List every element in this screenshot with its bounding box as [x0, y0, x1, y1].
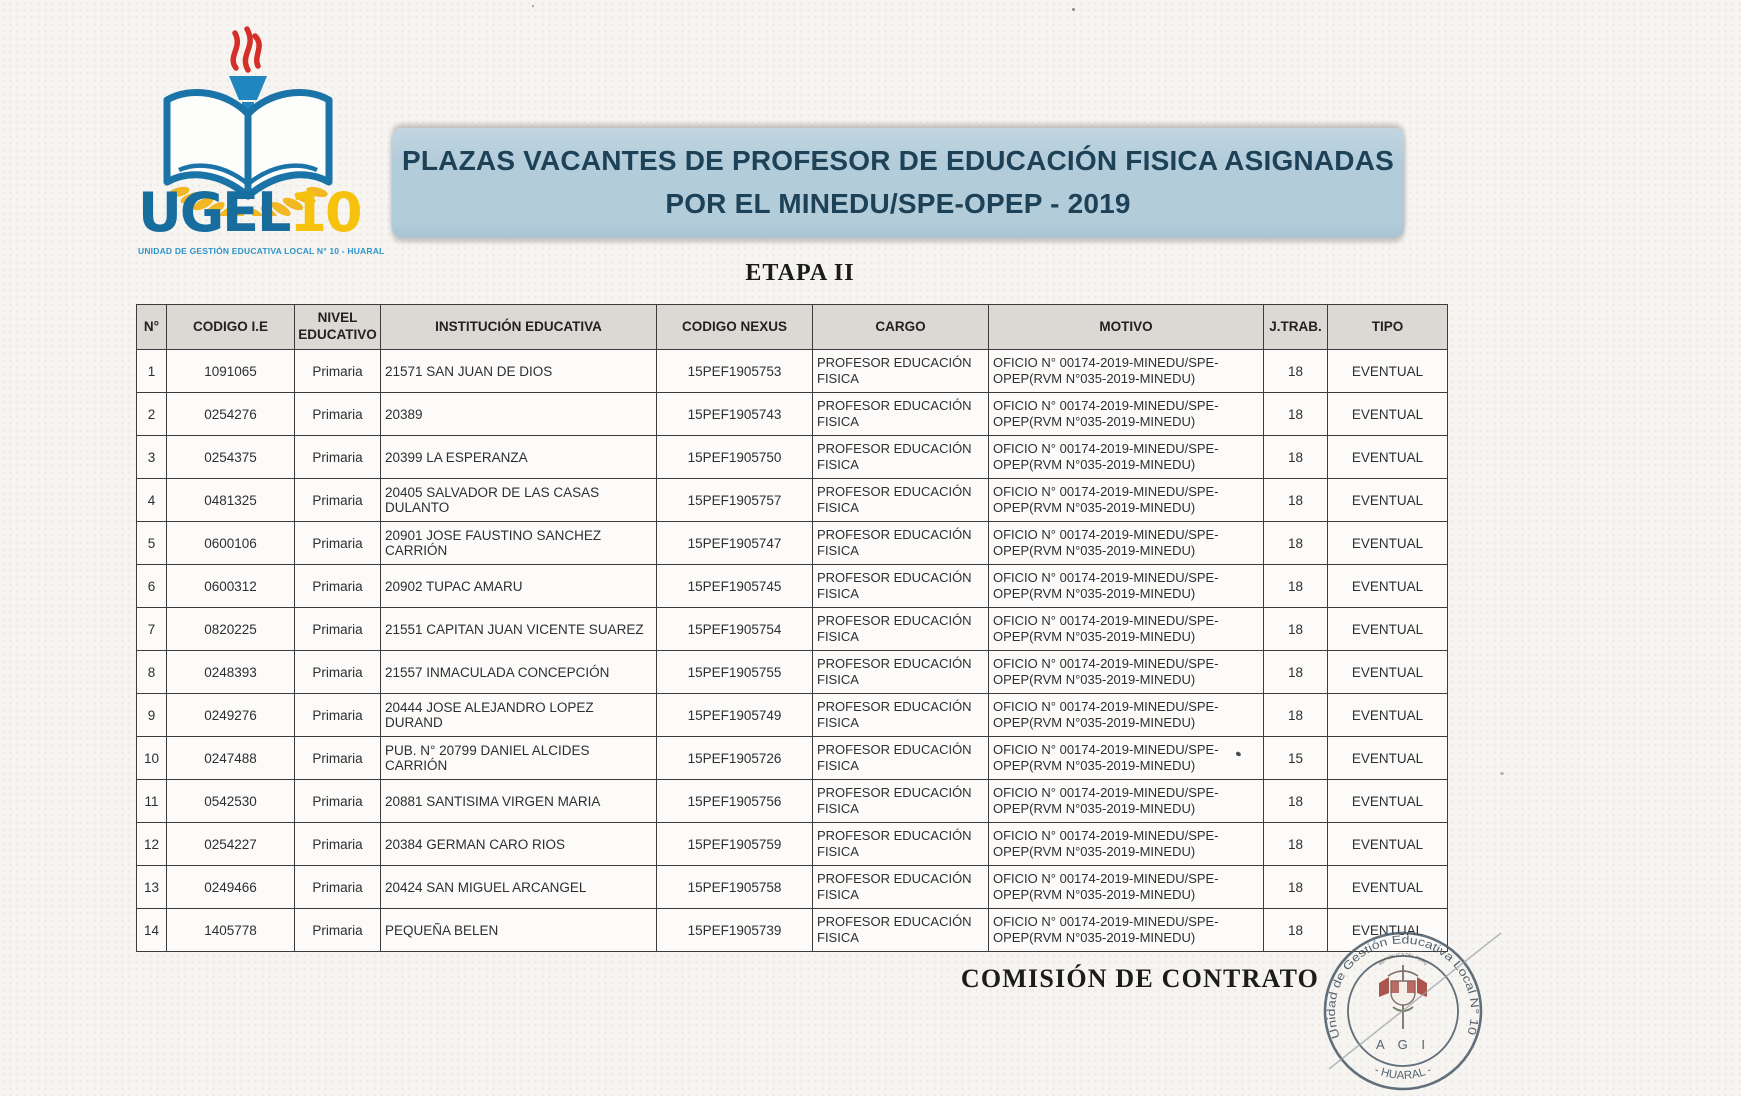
cell-nivel: Primaria — [295, 479, 381, 522]
cell-motivo: OFICIO N° 00174-2019-MINEDU/SPE- OPEP(RVM N°035-2019-MINEDU) — [989, 608, 1264, 651]
cell-numero: 4 — [137, 479, 167, 522]
stage-heading: ETAPA II — [745, 260, 855, 286]
cell-codigo-nexus: 15PEF1905757 — [657, 479, 813, 522]
scan-speck — [1500, 772, 1504, 775]
vacancies-table — [136, 304, 1448, 952]
cell-numero: 1 — [137, 350, 167, 393]
cell-jtrab: 15 — [1264, 737, 1328, 780]
cell-tipo: EVENTUAL — [1328, 823, 1448, 866]
cell-motivo: OFICIO N° 00174-2019-MINEDU/SPE- OPEP(RVM N°035-2019-MINEDU) — [989, 694, 1264, 737]
cell-codigo-ie: 0820225 — [167, 608, 295, 651]
table-row — [137, 565, 1448, 608]
cell-nivel: Primaria — [295, 393, 381, 436]
cell-nivel: Primaria — [295, 565, 381, 608]
cell-codigo-nexus: 15PEF1905743 — [657, 393, 813, 436]
cell-institucion: 21557 INMACULADA CONCEPCIÓN — [381, 651, 657, 694]
commission-heading: COMISIÓN DE CONTRATO — [960, 964, 1320, 993]
scan-speck — [1072, 8, 1075, 11]
cell-tipo: EVENTUAL — [1328, 909, 1448, 952]
header-jtrab: J.TRAB. — [1264, 305, 1328, 350]
cell-tipo: EVENTUAL — [1328, 694, 1448, 737]
table-row — [137, 694, 1448, 737]
cell-tipo: EVENTUAL — [1328, 522, 1448, 565]
cell-motivo: OFICIO N° 00174-2019-MINEDU/SPE- OPEP(RVM N°035-2019-MINEDU) — [989, 565, 1264, 608]
cell-jtrab: 18 — [1264, 436, 1328, 479]
cell-codigo-nexus: 15PEF1905758 — [657, 866, 813, 909]
cell-tipo: EVENTUAL — [1328, 350, 1448, 393]
cell-cargo: PROFESOR EDUCACIÓN FISICA — [813, 565, 989, 608]
table-row — [137, 866, 1448, 909]
cell-tipo: EVENTUAL — [1328, 780, 1448, 823]
cell-nivel: Primaria — [295, 780, 381, 823]
cell-numero: 11 — [137, 780, 167, 823]
cell-numero: 10 — [137, 737, 167, 780]
cell-numero: 2 — [137, 393, 167, 436]
cell-codigo-ie: 0254276 — [167, 393, 295, 436]
cell-nivel: Primaria — [295, 909, 381, 952]
cell-tipo: EVENTUAL — [1328, 651, 1448, 694]
header-numero: N° — [137, 305, 167, 350]
cell-nivel: Primaria — [295, 737, 381, 780]
ugel-logo — [138, 26, 385, 256]
cell-cargo: PROFESOR EDUCACIÓN FISICA — [813, 522, 989, 565]
cell-codigo-nexus: 15PEF1905749 — [657, 694, 813, 737]
cell-codigo-ie: 1405778 — [167, 909, 295, 952]
cell-codigo-ie: 0600312 — [167, 565, 295, 608]
header-nivel-educativo: NIVEL EDUCATIVO — [295, 305, 381, 350]
cell-nivel: Primaria — [295, 436, 381, 479]
cell-numero: 3 — [137, 436, 167, 479]
cell-motivo: OFICIO N° 00174-2019-MINEDU/SPE- OPEP(RVM N°035-2019-MINEDU) — [989, 350, 1264, 393]
cell-tipo: EVENTUAL — [1328, 866, 1448, 909]
cell-jtrab: 18 — [1264, 608, 1328, 651]
table-row — [137, 651, 1448, 694]
header-codigo-ie: CODIGO I.E — [167, 305, 295, 350]
table-row — [137, 608, 1448, 651]
cell-motivo: OFICIO N° 00174-2019-MINEDU/SPE- OPEP(RVM N°035-2019-MINEDU) — [989, 479, 1264, 522]
cell-jtrab: 18 — [1264, 522, 1328, 565]
cell-codigo-ie: 0481325 — [167, 479, 295, 522]
cell-jtrab: 18 — [1264, 651, 1328, 694]
cell-nivel: Primaria — [295, 694, 381, 737]
cell-jtrab: 18 — [1264, 350, 1328, 393]
table-row — [137, 350, 1448, 393]
cell-numero: 12 — [137, 823, 167, 866]
table-row — [137, 909, 1448, 952]
cell-codigo-nexus: 15PEF1905759 — [657, 823, 813, 866]
logo-number: 10 — [289, 181, 361, 244]
cell-codigo-ie: 1091065 — [167, 350, 295, 393]
cell-cargo: PROFESOR EDUCACIÓN FISICA — [813, 780, 989, 823]
cell-numero: 7 — [137, 608, 167, 651]
flame-icon — [233, 29, 259, 70]
cell-cargo: PROFESOR EDUCACIÓN FISICA — [813, 823, 989, 866]
cell-codigo-nexus: 15PEF1905739 — [657, 909, 813, 952]
header-cargo: CARGO — [813, 305, 989, 350]
title-line-1: PLAZAS VACANTES DE PROFESOR DE EDUCACIÓN FISICA ASIGNADAS — [402, 145, 1394, 177]
cell-motivo: OFICIO N° 00174-2019-MINEDU/SPE- OPEP(RVM N°035-2019-MINEDU) — [989, 522, 1264, 565]
stamp-bottom-text: - HUARAL - — [1372, 1064, 1434, 1083]
table-row — [137, 479, 1448, 522]
cell-tipo: EVENTUAL — [1328, 608, 1448, 651]
header-motivo: MOTIVO — [989, 305, 1264, 350]
cell-jtrab: 18 — [1264, 479, 1328, 522]
header-institucion-educativa: INSTITUCIÓN EDUCATIVA — [381, 305, 657, 350]
cell-codigo-nexus: 15PEF1905756 — [657, 780, 813, 823]
cell-motivo: OFICIO N° 00174-2019-MINEDU/SPE- OPEP(RVM N°035-2019-MINEDU) — [989, 909, 1264, 952]
cell-institucion: 20399 LA ESPERANZA — [381, 436, 657, 479]
cell-codigo-nexus: 15PEF1905755 — [657, 651, 813, 694]
cell-numero: 5 — [137, 522, 167, 565]
cell-motivo: OFICIO N° 00174-2019-MINEDU/SPE- OPEP(RVM N°035-2019-MINEDU) — [989, 393, 1264, 436]
cell-motivo: OFICIO N° 00174-2019-MINEDU/SPE- OPEP(RVM N°035-2019-MINEDU) — [989, 436, 1264, 479]
cell-jtrab: 18 — [1264, 393, 1328, 436]
cell-institucion: 20384 GERMAN CARO RIOS — [381, 823, 657, 866]
cell-nivel: Primaria — [295, 651, 381, 694]
cell-nivel: Primaria — [295, 823, 381, 866]
cell-numero: 6 — [137, 565, 167, 608]
cell-cargo: PROFESOR EDUCACIÓN FISICA — [813, 350, 989, 393]
cell-codigo-ie: 0248393 — [167, 651, 295, 694]
scan-speck — [532, 5, 534, 7]
cell-jtrab: 18 — [1264, 565, 1328, 608]
cell-cargo: PROFESOR EDUCACIÓN FISICA — [813, 436, 989, 479]
cell-motivo: OFICIO N° 00174-2019-MINEDU/SPE- OPEP(RVM N°035-2019-MINEDU) — [989, 780, 1264, 823]
ugel-official-stamp — [1318, 926, 1488, 1096]
cell-cargo: PROFESOR EDUCACIÓN FISICA — [813, 651, 989, 694]
logo-wordmark — [138, 181, 361, 244]
cell-jtrab: 18 — [1264, 694, 1328, 737]
table-header-row — [137, 305, 1448, 350]
cell-institucion: 20424 SAN MIGUEL ARCANGEL — [381, 866, 657, 909]
cell-codigo-nexus: 15PEF1905745 — [657, 565, 813, 608]
stamp-tiny-text: REPÚBLICA DEL PERÚ — [1377, 952, 1429, 967]
cell-institucion: 20389 — [381, 393, 657, 436]
cell-codigo-nexus: 15PEF1905754 — [657, 608, 813, 651]
cell-tipo: EVENTUAL — [1328, 737, 1448, 780]
cell-cargo: PROFESOR EDUCACIÓN FISICA — [813, 694, 989, 737]
cell-institucion: 20901 JOSE FAUSTINO SANCHEZ CARRIÓN — [381, 522, 657, 565]
cell-codigo-ie: 0254375 — [167, 436, 295, 479]
header-codigo-nexus: CODIGO NEXUS — [657, 305, 813, 350]
cell-tipo: EVENTUAL — [1328, 393, 1448, 436]
cell-codigo-nexus: 15PEF1905747 — [657, 522, 813, 565]
logo-acronym: UGEL — [138, 181, 290, 244]
cell-cargo: PROFESOR EDUCACIÓN FISICA — [813, 393, 989, 436]
table-row — [137, 823, 1448, 866]
cell-motivo: OFICIO N° 00174-2019-MINEDU/SPE- OPEP(RVM N°035-2019-MINEDU) — [989, 651, 1264, 694]
cell-institucion: PEQUEÑA BELEN — [381, 909, 657, 952]
cell-cargo: PROFESOR EDUCACIÓN FISICA — [813, 866, 989, 909]
cell-tipo: EVENTUAL — [1328, 479, 1448, 522]
stamp-ring-text: Unidad de Gestión Educativa Local N° 10 — [1325, 934, 1481, 1040]
cell-motivo: OFICIO N° 00174-2019-MINEDU/SPE- OPEP(RVM N°035-2019-MINEDU) — [989, 866, 1264, 909]
cell-cargo: PROFESOR EDUCACIÓN FISICA — [813, 737, 989, 780]
cell-nivel: Primaria — [295, 866, 381, 909]
cell-tipo: EVENTUAL — [1328, 436, 1448, 479]
title-line-2: POR EL MINEDU/SPE-OPEP - 2019 — [665, 188, 1131, 219]
cell-codigo-ie: 0249466 — [167, 866, 295, 909]
cell-tipo: EVENTUAL — [1328, 565, 1448, 608]
table-row — [137, 436, 1448, 479]
table-row — [137, 522, 1448, 565]
cell-jtrab: 18 — [1264, 823, 1328, 866]
stamp-center-text: A G I — [1376, 1037, 1430, 1052]
logo-subtitle: UNIDAD DE GESTIÓN EDUCATIVA LOCAL N° 10 - HUARAL — [138, 246, 385, 256]
table-row — [137, 393, 1448, 436]
cell-institucion: 21551 CAPITAN JUAN VICENTE SUAREZ — [381, 608, 657, 651]
cell-institucion: 20405 SALVADOR DE LAS CASAS DULANTO — [381, 479, 657, 522]
cell-jtrab: 18 — [1264, 909, 1328, 952]
cell-codigo-ie: 0600106 — [167, 522, 295, 565]
cell-cargo: PROFESOR EDUCACIÓN FISICA — [813, 479, 989, 522]
cell-numero: 14 — [137, 909, 167, 952]
cell-codigo-ie: 0247488 — [167, 737, 295, 780]
cell-jtrab: 18 — [1264, 866, 1328, 909]
cell-cargo: PROFESOR EDUCACIÓN FISICA — [813, 909, 989, 952]
cell-numero: 13 — [137, 866, 167, 909]
cell-numero: 9 — [137, 694, 167, 737]
cell-institucion: 20444 JOSE ALEJANDRO LOPEZ DURAND — [381, 694, 657, 737]
cell-jtrab: 18 — [1264, 780, 1328, 823]
table-row — [137, 737, 1448, 780]
cell-institucion: 20881 SANTISIMA VIRGEN MARIA — [381, 780, 657, 823]
cell-codigo-nexus: 15PEF1905750 — [657, 436, 813, 479]
table-body — [137, 350, 1448, 952]
cell-cargo: PROFESOR EDUCACIÓN FISICA — [813, 608, 989, 651]
cell-nivel: Primaria — [295, 608, 381, 651]
cell-motivo: OFICIO N° 00174-2019-MINEDU/SPE- OPEP(RVM N°035-2019-MINEDU) — [989, 823, 1264, 866]
cell-codigo-nexus: 15PEF1905726 — [657, 737, 813, 780]
header-tipo: TIPO — [1328, 305, 1448, 350]
cell-nivel: Primaria — [295, 522, 381, 565]
cell-institucion: PUB. N° 20799 DANIEL ALCIDES CARRIÓN — [381, 737, 657, 780]
cell-numero: 8 — [137, 651, 167, 694]
cell-motivo: OFICIO N° 00174-2019-MINEDU/SPE- OPEP(RVM N°035-2019-MINEDU) — [989, 737, 1264, 780]
cell-institucion: 20902 TUPAC AMARU — [381, 565, 657, 608]
cell-institucion: 21571 SAN JUAN DE DIOS — [381, 350, 657, 393]
cell-codigo-ie: 0249276 — [167, 694, 295, 737]
cell-codigo-nexus: 15PEF1905753 — [657, 350, 813, 393]
table-row — [137, 780, 1448, 823]
title-banner — [392, 128, 1404, 238]
cell-codigo-ie: 0542530 — [167, 780, 295, 823]
cell-nivel: Primaria — [295, 350, 381, 393]
cell-codigo-ie: 0254227 — [167, 823, 295, 866]
